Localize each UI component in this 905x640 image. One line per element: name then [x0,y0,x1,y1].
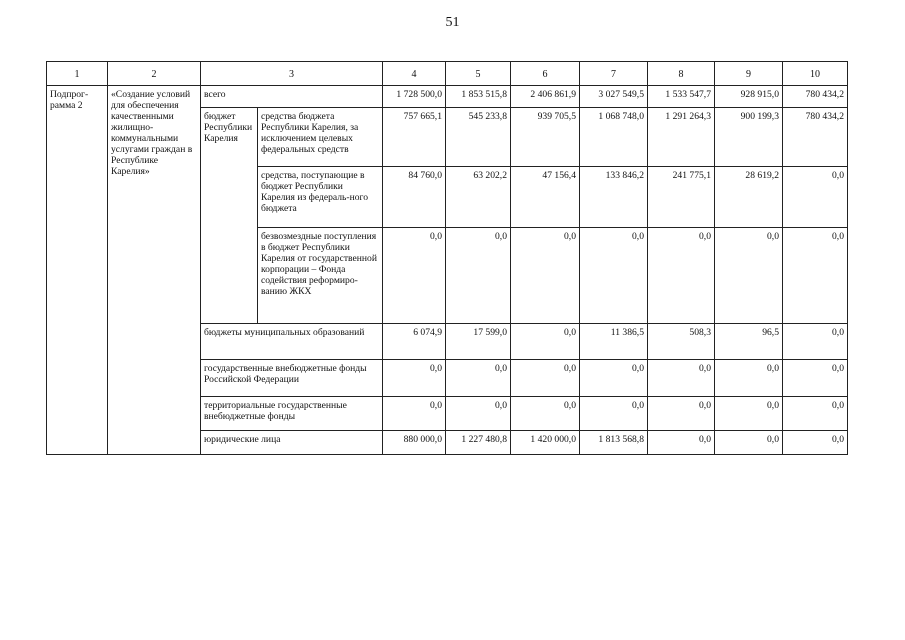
value-cell: 1 420 000,0 [511,431,580,455]
source-label: безвозмездные поступления в бюджет Республики Карелия от государственной корпорации – Фонда содействия реформиро-ванию ЖКХ [258,228,383,324]
source-label: всего [201,86,383,108]
value-cell: 1 068 748,0 [580,108,648,167]
budget-group-cell: бюджет Республики Карелия [201,108,258,324]
value-cell: 47 156,4 [511,167,580,228]
value-cell: 0,0 [511,397,580,431]
value-cell: 0,0 [383,360,446,397]
value-cell: 1 227 480,8 [446,431,511,455]
table-row [47,86,848,108]
source-label: юридические лица [201,431,383,455]
value-cell: 0,0 [715,397,783,431]
source-label: средства, поступающие в бюджет Республики Карелия из федераль-ного бюджета [258,167,383,228]
value-cell: 0,0 [783,431,848,455]
value-cell: 0,0 [783,167,848,228]
value-cell: 545 233,8 [446,108,511,167]
header-cell: 1 [47,62,108,86]
value-cell: 0,0 [446,360,511,397]
value-cell: 1 813 568,8 [580,431,648,455]
value-cell: 0,0 [383,397,446,431]
table-header-row [47,62,848,86]
header-cell: 4 [383,62,446,86]
value-cell: 0,0 [648,228,715,324]
header-cell: 10 [783,62,848,86]
value-cell: 0,0 [648,360,715,397]
source-label: средства бюджета Республики Карелия, за исключением целевых федеральных средств [258,108,383,167]
value-cell: 1 728 500,0 [383,86,446,108]
source-label: бюджеты муниципальных образований [201,324,383,360]
value-cell: 0,0 [783,397,848,431]
value-cell: 1 291 264,3 [648,108,715,167]
financing-table [46,61,848,455]
value-cell: 0,0 [783,228,848,324]
value-cell: 0,0 [446,228,511,324]
value-cell: 939 705,5 [511,108,580,167]
header-cell: 3 [201,62,383,86]
value-cell: 757 665,1 [383,108,446,167]
value-cell: 11 386,5 [580,324,648,360]
header-cell: 6 [511,62,580,86]
value-cell: 2 406 861,9 [511,86,580,108]
goal-cell: «Создание условий для обеспечения качественными жилищно-коммунальными услугами граждан в Республике Карелия» [108,86,201,455]
value-cell: 28 619,2 [715,167,783,228]
program-cell: Подпрог-рамма 2 [47,86,108,455]
value-cell: 0,0 [715,360,783,397]
value-cell: 0,0 [783,360,848,397]
value-cell: 3 027 549,5 [580,86,648,108]
value-cell: 0,0 [511,324,580,360]
value-cell: 0,0 [783,324,848,360]
value-cell: 900 199,3 [715,108,783,167]
header-cell: 7 [580,62,648,86]
value-cell: 133 846,2 [580,167,648,228]
header-cell: 8 [648,62,715,86]
value-cell: 780 434,2 [783,86,848,108]
value-cell: 0,0 [715,228,783,324]
header-cell: 2 [108,62,201,86]
value-cell: 0,0 [511,360,580,397]
value-cell: 928 915,0 [715,86,783,108]
source-label: территориальные государственные внебюджетные фонды [201,397,383,431]
value-cell: 0,0 [511,228,580,324]
value-cell: 84 760,0 [383,167,446,228]
value-cell: 96,5 [715,324,783,360]
value-cell: 0,0 [648,397,715,431]
value-cell: 780 434,2 [783,108,848,167]
value-cell: 0,0 [383,228,446,324]
value-cell: 0,0 [446,397,511,431]
value-cell: 0,0 [715,431,783,455]
value-cell: 1 853 515,8 [446,86,511,108]
value-cell: 17 599,0 [446,324,511,360]
value-cell: 880 000,0 [383,431,446,455]
value-cell: 508,3 [648,324,715,360]
value-cell: 0,0 [580,397,648,431]
value-cell: 0,0 [580,360,648,397]
value-cell: 6 074,9 [383,324,446,360]
value-cell: 0,0 [648,431,715,455]
value-cell: 63 202,2 [446,167,511,228]
source-label: государственные внебюджетные фонды Российской Федерации [201,360,383,397]
header-cell: 9 [715,62,783,86]
value-cell: 241 775,1 [648,167,715,228]
header-cell: 5 [446,62,511,86]
page-number: 51 [445,15,460,30]
value-cell: 1 533 547,7 [648,86,715,108]
value-cell: 0,0 [580,228,648,324]
